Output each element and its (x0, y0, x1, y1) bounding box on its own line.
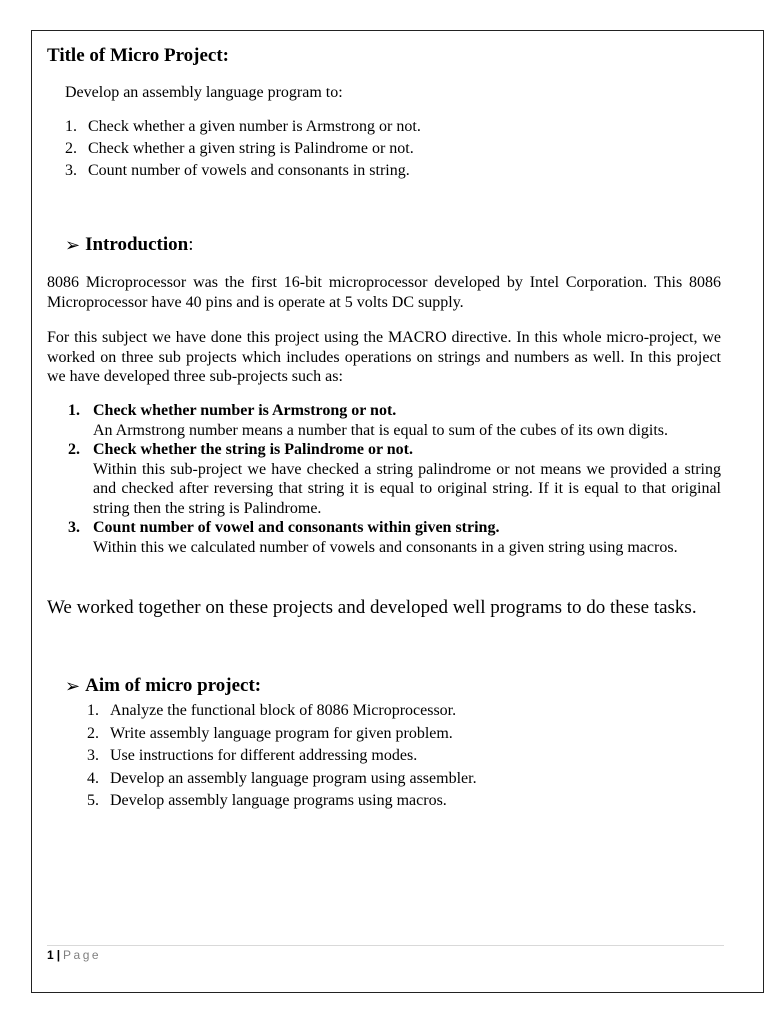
aim-heading: ➢ Aim of micro project: (65, 675, 262, 697)
list-item: 5. Develop assembly language programs using macros. (87, 792, 447, 810)
list-item: 3. Count number of vowels and consonants in string. (65, 162, 410, 179)
introduction-heading: ➢ Introduction : (65, 234, 194, 256)
subproject-heading: Check whether number is Armstrong or not. (93, 402, 397, 419)
footer-divider (47, 945, 724, 946)
introduction-paragraph-1: 8086 Microprocessor was the first 16-bit microprocessor developed by Intel Corporation. This 8086 Microprocessor have 40 pins and is operate at 5 volts DC supply. (47, 274, 721, 311)
list-item: 1. Check whether number is Armstrong or not. An Armstrong number means a number that is equal to sum of the cubes of its own digits. (68, 401, 721, 440)
list-item: 2. Check whether a given string is Palindrome or not. (65, 140, 414, 157)
subproject-description: An Armstrong number means a number that is equal to sum of the cubes of its own digits. (93, 421, 669, 439)
list-item: 3. Count number of vowel and consonants within given string. Within this we calculated number of vowels and consonants in a given string using macros. (68, 518, 721, 557)
task-list (65, 116, 421, 182)
arrow-bullet-icon: ➢ (65, 675, 81, 697)
project-intro-line: Develop an assembly language program to: (65, 84, 343, 101)
page-footer: 1 | Page (47, 948, 102, 962)
list-item: 1. Analyze the functional block of 8086 Microprocessor. (87, 702, 457, 719)
subproject-description: Within this sub-project we have checked a string palindrome or not means we provided a string and checked after reversing that string it is equal to original string. If it is equal to that original string then the string is Palindrome. (93, 460, 721, 517)
subproject-list (68, 401, 721, 557)
list-item: 1. Check whether a given number is Armstrong or not. (65, 118, 421, 135)
page-number: 1 (47, 948, 54, 962)
project-title: Title of Micro Project: (47, 45, 230, 66)
arrow-bullet-icon: ➢ (65, 234, 81, 256)
introduction-paragraph-2: For this subject we have done this project using the MACRO directive. In this whole micro-project, we worked on three sub projects which includes operations on strings and numbers as well. In this project we have developed three sub-projects such as: (47, 329, 721, 386)
subproject-heading: Check whether the string is Palindrome or not. (93, 441, 413, 458)
aim-list (87, 700, 477, 813)
page-label: Page (63, 948, 102, 962)
list-item: 4. Develop an assembly language program using assembler. (87, 769, 477, 787)
closing-paragraph: We worked together on these projects and developed well programs to do these tasks. (47, 597, 697, 618)
list-item: 3. Use instructions for different addressing modes. (87, 747, 418, 765)
subproject-heading: Count number of vowel and consonants within given string. (93, 519, 500, 536)
list-item: 2. Write assembly language program for given problem. (87, 724, 453, 742)
list-item: 2. Check whether the string is Palindrome or not. Within this sub-project we have checked a string palindrome or not means we provided a string and checked after reversing that string it is equal to original string. If it is equal to that original string then the string is Palindrome. (68, 441, 721, 517)
subproject-description: Within this we calculated number of vowels and consonants in a given string using macros. (93, 538, 678, 556)
